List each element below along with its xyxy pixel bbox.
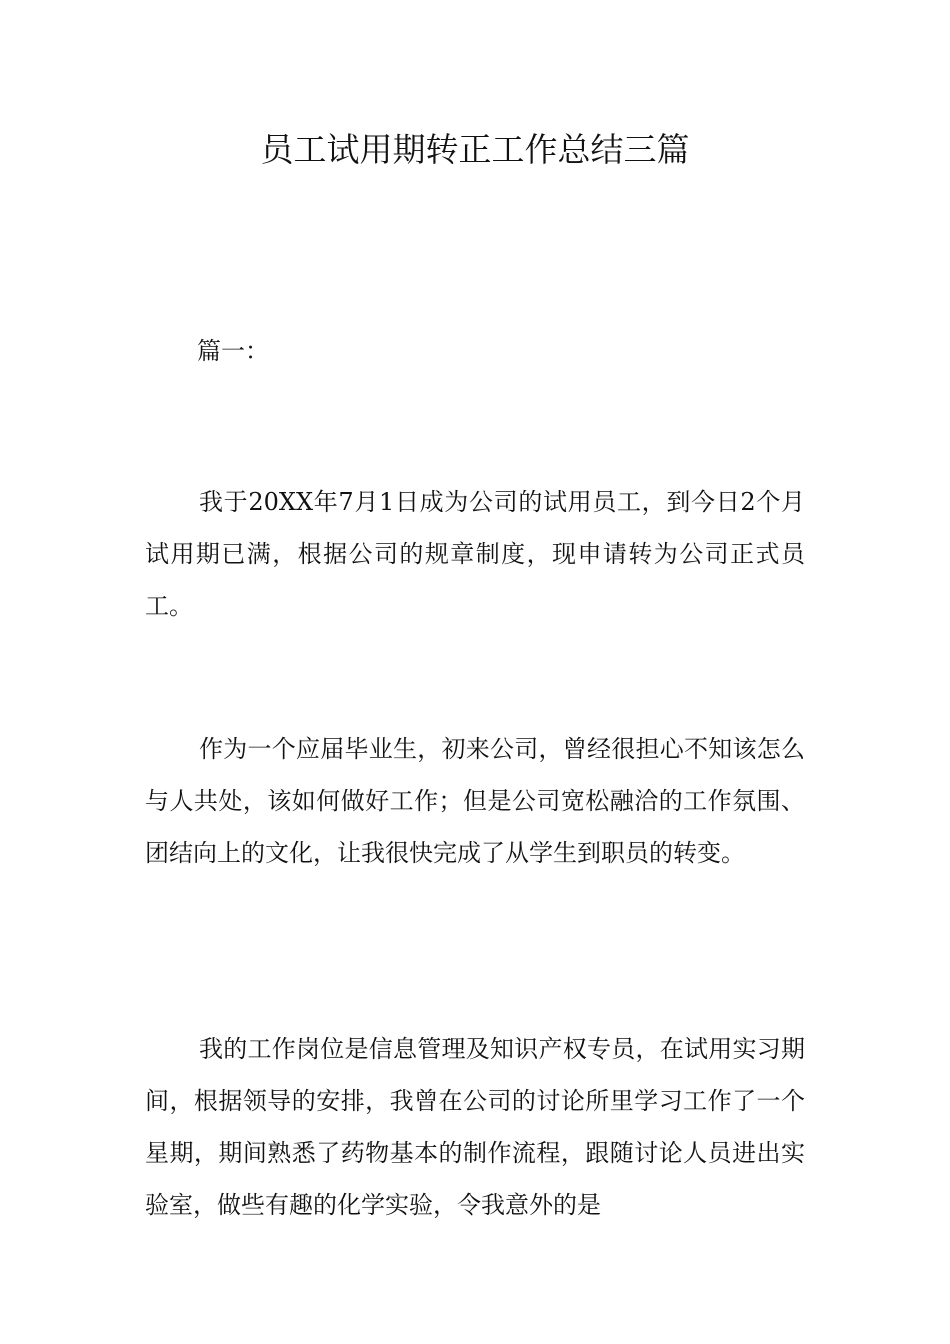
paragraph-3: 我的工作岗位是信息管理及知识产权专员，在试用实习期间，根据领导的安排，我曾在公司的讨论所里学习工作了一个星期，期间熟悉了药物基本的制作流程，跟随讨论人员进出实验室，做些有趣的化学实验，令我意外的是 xyxy=(145,1035,805,1219)
section-label: 篇一： xyxy=(197,337,269,365)
paragraph-2: 作为一个应届毕业生，初来公司，曾经很担心不知该怎么与人共处，该如何做好工作；但是公司宽松融洽的工作氛围、团结向上的文化，让我很快完成了从学生到职员的转变。 xyxy=(145,735,805,867)
document-title: 员工试用期转正工作总结三篇 xyxy=(260,130,690,169)
paragraph-1: 我于20XX年7月1日成为公司的试用员工，到今日2个月试用期已满，根据公司的规章制度，现申请转为公司正式员工。 xyxy=(145,488,805,620)
